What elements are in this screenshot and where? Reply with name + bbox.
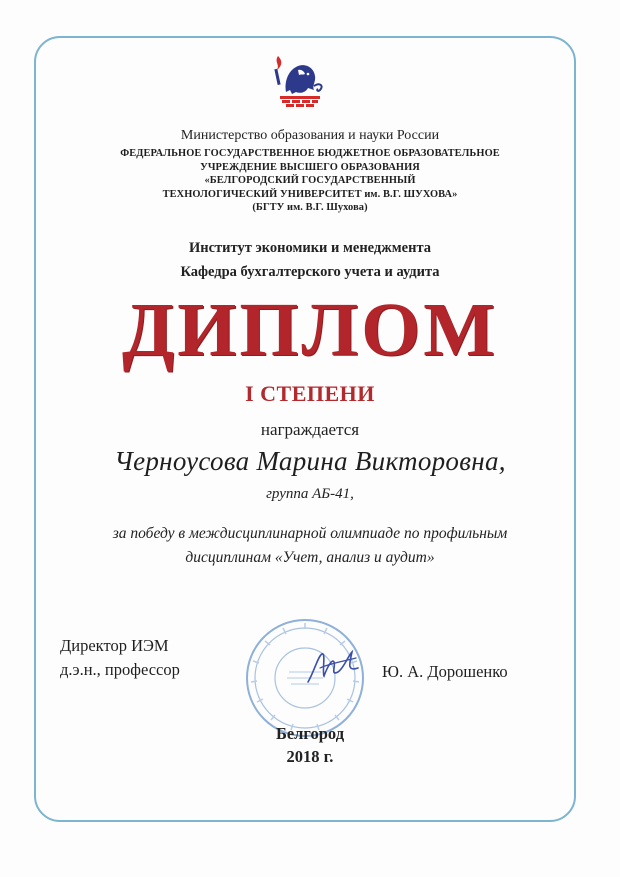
department-name: Кафедра бухгалтерского учета и аудита xyxy=(180,264,440,280)
university-line: УЧРЕЖДЕНИЕ ВЫСШЕГО ОБРАЗОВАНИЯ xyxy=(200,161,420,173)
place-and-date xyxy=(0,722,620,768)
signature-icon xyxy=(300,642,370,694)
award-reason-line: дисциплинам «Учет, анализ и аудит» xyxy=(185,549,435,566)
city-name: Белгород xyxy=(275,724,345,743)
university-line: ФЕДЕРАЛЬНОЕ ГОСУДАРСТВЕННОЕ БЮДЖЕТНОЕ ОБРАЗОВАТЕЛЬНОЕ xyxy=(120,148,500,159)
signatory-credentials: д.э.н., профессор xyxy=(60,660,180,679)
university-line: (БГТУ им. В.Г. Шухова) xyxy=(252,202,368,213)
signatory-title xyxy=(60,634,180,682)
ministry-name: Министерство образования и науки России xyxy=(180,128,440,143)
signatory-position: Директор ИЭМ xyxy=(60,636,169,655)
diploma-title: ДИПЛОМ xyxy=(122,288,498,372)
university-logo-icon xyxy=(268,52,330,108)
award-reason xyxy=(0,522,620,570)
institute-block xyxy=(0,236,620,284)
signatory-name: Ю. А. Дорошенко xyxy=(382,662,508,681)
recipient-group: группа АБ-41, xyxy=(266,486,354,502)
university-name xyxy=(0,147,620,215)
university-line: ТЕХНОЛОГИЧЕСКИЙ УНИВЕРСИТЕТ им. В.Г. ШУХОВА» xyxy=(162,188,458,200)
issue-year: 2018 г. xyxy=(286,747,334,766)
recipient-name: Черноусова Марина Викторовна, xyxy=(114,446,506,476)
award-reason-line: за победу в междисциплинарной олимпиаде по профильным xyxy=(112,525,508,542)
diploma-degree: I СТЕПЕНИ xyxy=(245,381,375,406)
awarded-text: награждается xyxy=(260,420,360,439)
institute-name: Институт экономики и менеджмента xyxy=(188,240,431,256)
university-line: «БЕЛГОРОДСКИЙ ГОСУДАРСТВЕННЫЙ xyxy=(204,175,416,186)
